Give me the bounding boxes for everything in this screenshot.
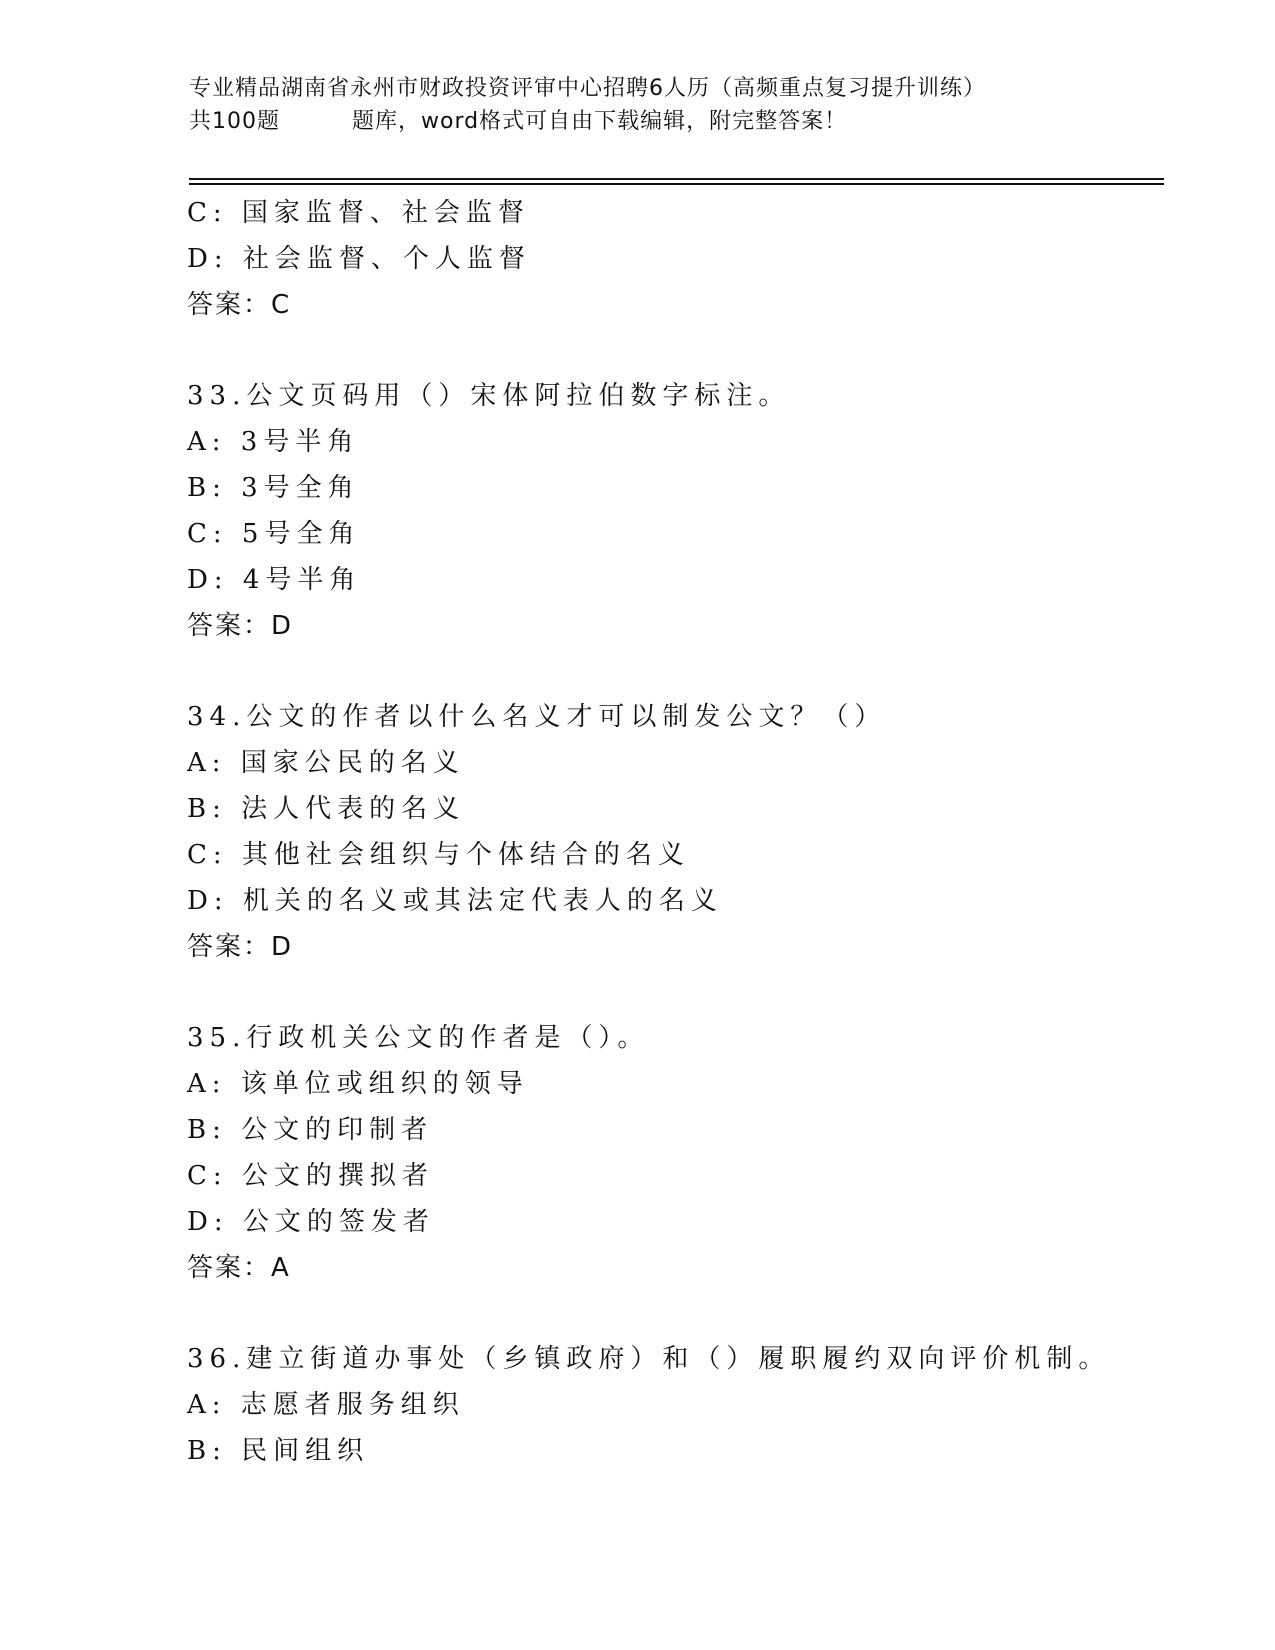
option-c: C: 国家监督、社会监督: [187, 198, 530, 228]
header-rule-top: [189, 178, 1164, 180]
question-block-36: [187, 1336, 1187, 1474]
option-d: D: 4号半角: [187, 565, 362, 595]
answer-label: 答案：A: [187, 1253, 291, 1283]
option-a: A: 国家公民的名义: [187, 748, 465, 778]
option-c: C: 公文的撰拟者: [187, 1161, 434, 1191]
question-block-35: [187, 1015, 1187, 1291]
question-block-32: [187, 190, 1187, 328]
option-c: C: 其他社会组织与个体结合的名义: [187, 840, 690, 870]
header-rule-bottom: [189, 183, 1164, 185]
option-c: C: 5号全角: [187, 519, 361, 549]
question-list: [187, 190, 1187, 1474]
option-b: B: 法人代表的名义: [187, 794, 466, 824]
question-block-34: [187, 694, 1187, 970]
option-a: A: 该单位或组织的领导: [187, 1069, 529, 1099]
option-d: D: 社会监督、个人监督: [187, 244, 531, 274]
question-text: 35.行政机关公文的作者是（）。: [187, 1023, 650, 1053]
option-b: B: 民间组织: [187, 1436, 370, 1466]
answer-label: 答案：D: [187, 932, 294, 962]
question-block-33: [187, 373, 1187, 649]
answer-label: 答案：D: [187, 611, 294, 641]
option-d: D: 公文的签发者: [187, 1207, 435, 1237]
option-b: B: 公文的印制者: [187, 1115, 434, 1145]
question-text: 34.公文的作者以什么名义才可以制发公文？（）: [187, 702, 887, 732]
header-title: 专业精品湖南省永州市财政投资评审中心招聘6人历（高频重点复习提升训练）: [189, 76, 986, 101]
header-question-count: 共100题: [189, 109, 280, 134]
option-a: A: 3号半角: [187, 427, 360, 457]
option-a: A: 志愿者服务组织: [187, 1390, 465, 1420]
option-b: B: 3号全角: [187, 473, 360, 503]
question-text: 33.公文页码用（）宋体阿拉伯数字标注。: [187, 381, 791, 411]
header-subtitle: [189, 105, 1189, 138]
page-header: [189, 72, 1189, 138]
question-text: 36.建立街道办事处（乡镇政府）和（）履职履约双向评价机制。: [187, 1344, 1111, 1374]
header-description: 题库，word格式可自由下载编辑，附完整答案！: [352, 109, 848, 134]
option-d: D: 机关的名义或其法定代表人的名义: [187, 886, 723, 916]
answer-label: 答案：C: [187, 290, 292, 320]
